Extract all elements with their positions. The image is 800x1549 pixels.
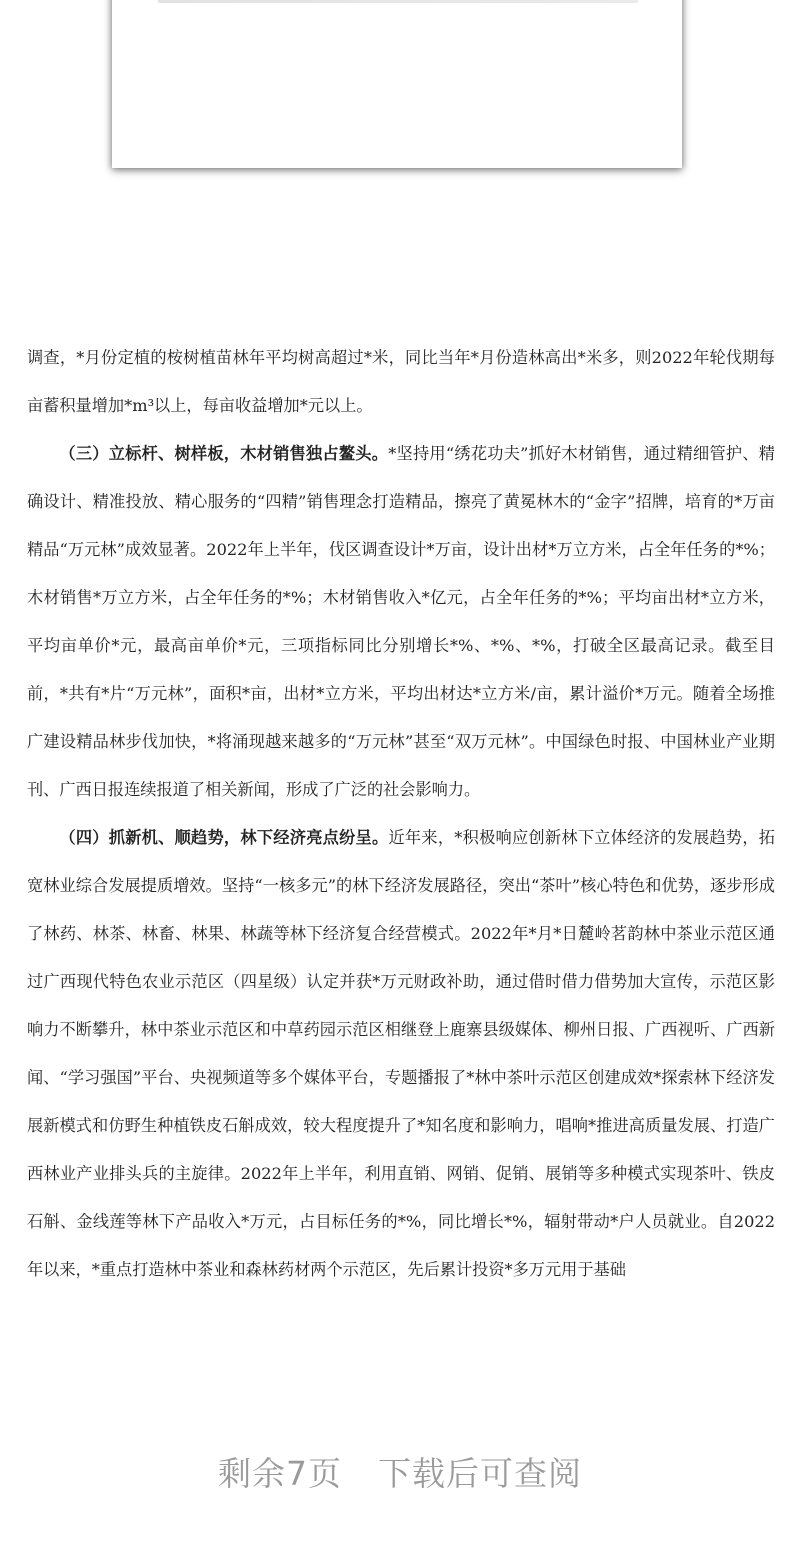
paragraph-text: 近年来，*积极响应创新林下立体经济的发展趋势，拓宽林业综合发展提质增效。坚持“一核多元”的林下经济发展路径，突出“茶叶”核心特色和优势，逐步形成了林药、林茶、林畜、林果、林蔬等林下经济复合经营模式。2022年*月*日麓岭茗韵林中茶业示范区通过广西现代特色农业示范区（四星级）认定并获*万元财政补助，通过借时借力借势加大宣传，示范区影响力不断攀升，林中茶业示范区和中草药园示范区相继登上鹿寨县级媒体、柳州日报、广西视听、广西新闻、“学习强国”平台、央视频道等多个媒体平台，专题播报了*林中茶叶示范区创建成效*探索林下经济发展新模式和仿野生种植铁皮石斛成效，较大程度提升了*知名度和影响力，唱响*推进高质量发展、打造广西林业产业排头兵的主旋律。2022年上半年，利用直销、网销、促销、展销等多种模式实现茶叶、铁皮石斛、金线莲等林下产品收入*万元，占目标任务的*%，同比增长*%，辐射带动*户人员就业。自2022年以来，*重点打造林中茶业和森林药材两个示范区，先后累计投资*多万元用于基础 — [27, 828, 775, 1279]
section-heading: （四）抓新机、顺趋势，林下经济亮点纷呈。 — [59, 828, 389, 847]
paragraph-continued — [27, 334, 775, 430]
paragraph-text: *坚持用“绣花功夫”抓好木材销售，通过精细管护、精确设计、精准投放、精心服务的“四精”销售理念打造精品，擦亮了黄冕林木的“金字”招牌，培育的*万亩精品“万元林”成效显著。2022年上半年，伐区调查设计*万亩，设计出材*万立方米，占全年任务的*%；木材销售*万立方米，占全年任务的*%；木材销售收入*亿元，占全年任务的*%；平均亩出材*立方米，平均亩单价*元，最高亩单价*元，三项指标同比分别增长*%、*%、*%，打破全区最高记录。截至目前，*共有*片“万元林”，面积*亩，出材*立方米，平均出材达*立方米/亩，累计溢价*万元。随着全场推广建设精品林步伐加快，*将涌现越来越多的“万元林”甚至“双万元林”。中国绿色时报、中国林业产业期刊、广西日报连续报道了相关新闻，形成了广泛的社会影响力。 — [27, 444, 775, 799]
section-heading: （三）立标杆、树样板，木材销售独占鳌头。 — [59, 444, 389, 463]
remaining-pages-label: 剩余7页 — [218, 1454, 342, 1493]
previous-page-text-stub — [158, 0, 638, 3]
paragraph-timber-sales — [27, 430, 775, 814]
paragraph-text: 调查，*月份定植的桉树植苗林年平均树高超过*米，同比当年*月份造林高出*米多，则2022年轮伐期每亩蓄积量增加*m³以上，每亩收益增加*元以上。 — [27, 348, 775, 415]
paragraph-understory-economy — [27, 814, 775, 1294]
document-body — [27, 334, 775, 1294]
previous-page-preview — [112, 0, 682, 168]
download-to-view-label: 下载后可查阅 — [378, 1454, 582, 1493]
download-prompt[interactable] — [0, 1448, 800, 1495]
